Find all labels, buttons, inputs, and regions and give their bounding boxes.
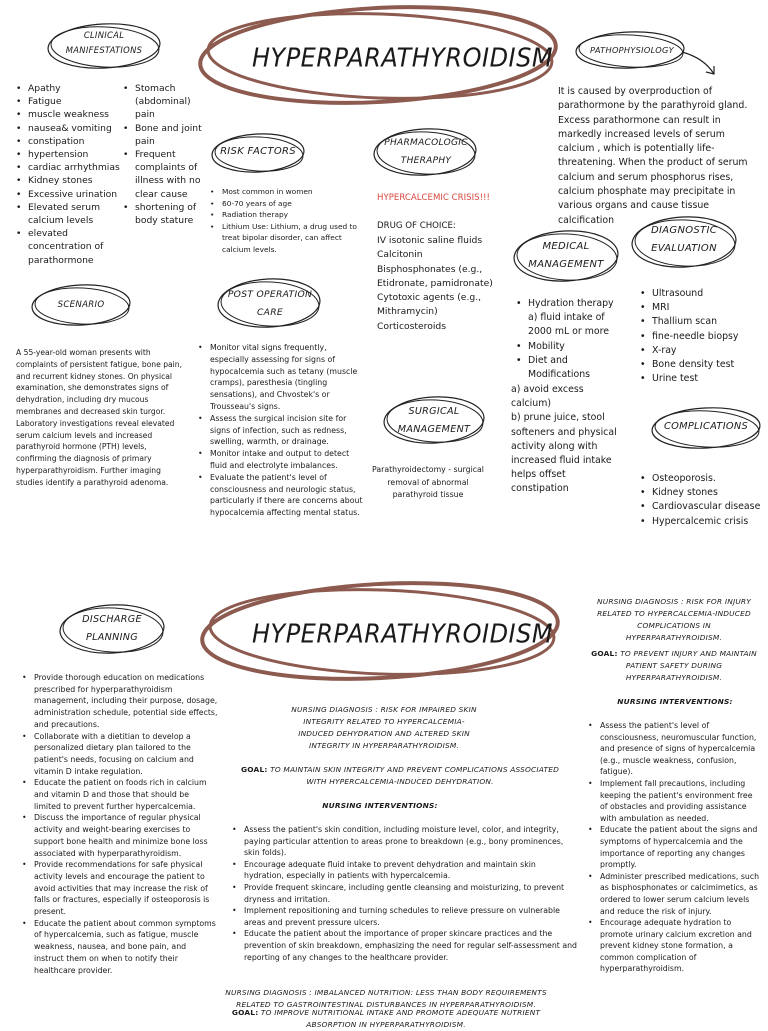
list-item: • Educate the patient on foods rich in calcium and vitamin D and those that should be limited to prevent further hypercalcemia. (22, 777, 218, 812)
drug-list (377, 234, 511, 334)
medical-management-heading: MEDICAL MANAGEMENT (528, 241, 604, 270)
nutrition-goal: GOAL: TO IMPROVE NUTRITIONAL INTAKE AND PROMOTE ADEQUATE NUTRIENT ABSORPTION IN HYPERPARATHYROIDISM. (231, 1008, 541, 1029)
list-item: • Educate the patient about the importance of proper skincare practices and the prevention of skin breakdown, emphasizing the need for regular self-assessment and reporting of any changes to the healthcare provider. (232, 928, 578, 963)
list-item: • Collaborate with a dietitian to develop a personalized dietary plan tailored to the patient's needs, focusing on calcium and vitamin D intake regulation. (22, 731, 218, 778)
complications-list (640, 472, 764, 529)
medical-management-extra (511, 383, 625, 497)
clinical-list-2 (123, 82, 211, 227)
list-item: • Evaluate the patient's level of consciousness and neurologic status, particularly if there are concerns about hypocalcemia affecting mental status. (198, 472, 364, 519)
list-item: • Cardiovascular disease (640, 500, 764, 514)
list-item: Cytotoxic agents (e.g., Mithramycin) (377, 292, 482, 318)
list-item: • Monitor intake and output to detect fluid and electrolyte imbalances. (198, 448, 364, 472)
list-item: • Encourage adequate hydration to promote urinary calcium excretion and prevent kidney stone formation, a common complication of hyperparathyroidism. (588, 917, 762, 975)
list-item: • Discuss the importance of regular physical activity and weight-bearing exercises to support bone health and minimize bone loss associated with hyperparathyroidism. (22, 812, 218, 859)
list-item: • Administer prescribed medications, such as bisphosphonates or calcimimetics, as ordered to lower serum calcium levels and reduce the risk of injury. (588, 871, 762, 917)
list-item: • elevated concentration of parathormone (16, 227, 128, 267)
list-item: • Radiation therapy (210, 209, 368, 221)
list-item: • Hypercalcemic crisis (640, 515, 764, 529)
list-item: • Mobility (516, 340, 624, 354)
list-item: • hypertension (16, 148, 128, 161)
list-item: • Thallium scan (640, 315, 760, 329)
drug-heading: DRUG OF CHOICE: (377, 221, 456, 231)
list-item: • Frequent complaints of illness with no clear cause (123, 148, 211, 201)
injury-diagnosis: NURSING DIAGNOSIS : RISK FOR INJURY RELATED TO HYPERCALCEMIA-INDUCED COMPLICATIONS IN HYPERPARATHYROIDISM. (596, 597, 751, 642)
complications-heading: COMPLICATIONS (663, 421, 749, 432)
post-op-heading: POST OPERATION CARE (227, 289, 313, 318)
list-item: • Implement repositioning and turning schedules to relieve pressure on vulnerable areas and prevent pressure ulcers. (232, 905, 578, 928)
list-item: • Fatigue (16, 95, 128, 108)
pharmacologic-heading: PHARMACOLOGIC THERAPHY (384, 138, 468, 166)
list-item: • Diet and Modifications (516, 354, 624, 382)
clinical-list-1 (16, 82, 128, 267)
list-item: • Bone density test (640, 358, 760, 372)
list-item: • Kidney stones (16, 174, 128, 187)
list-item: • fine-needle biopsy (640, 330, 760, 344)
diagnostic-list (640, 287, 760, 386)
list-item: • Monitor vital signs frequently, especially assessing for signs of hypocalcemia such as tetany (muscle cramps), paresthesia (tingling sensations), and Chvostek's or Trousseau's signs. (198, 342, 364, 413)
pathophysiology-heading: PATHOPHYSIOLOGY (590, 45, 674, 55)
list-item: • 60-70 years of age (210, 198, 368, 210)
list-item: • Apathy (16, 82, 128, 95)
surgical-text: Parathyroidectomy - surgical removal of abnormal parathyroid tissue (372, 465, 484, 499)
list-item: • Educate the patient about common symptoms of hypercalcemia, such as fatigue, muscle weakness, nausea, and bone pain, and instruct them on when to notify their healthcare provider. (22, 918, 218, 977)
list-item: • Urine test (640, 372, 760, 386)
skin-diagnosis: NURSING DIAGNOSIS : RISK FOR IMPAIRED SKIN INTEGRITY RELATED TO HYPERCALCEMIA-INDUCED DEHYDRATION AND ALTERED SKIN INTEGRITY IN HYPERPARATHYROIDISM. (291, 705, 477, 750)
list-item: • Provide thorough education on medications prescribed for hyperparathyroidism management, including their purpose, dosage, administration schedule, potential side effects, and precautions. (22, 672, 218, 731)
list-item: • nausea& vomiting (16, 122, 128, 135)
list-item: • Kidney stones (640, 486, 764, 500)
list-item: • Osteoporosis. (640, 472, 764, 486)
list-item: Bisphosphonates (e.g., Etidronate, pamidronate) (377, 263, 493, 289)
list-item: • Assess the surgical incision site for signs of infection, such as redness, swelling, warmth, or drainage. (198, 413, 364, 448)
list-item: • Stomach (abdominal) pain (123, 82, 211, 122)
page-title-2: HYPERPARATHYROIDISM (252, 618, 554, 650)
skin-interventions-list (232, 824, 578, 963)
discharge-heading: DISCHARGE PLANNING (82, 614, 142, 643)
list-item: • Encourage adequate fluid intake to prevent dehydration and maintain skin hydration, especially in patients with hypercalcemia. (232, 859, 578, 882)
list-item: • constipation (16, 135, 128, 148)
list-item: IV isotonic saline fluids (377, 235, 483, 246)
list-item: • Provide frequent skincare, including gentle cleansing and moisturizing, to prevent dryness and irritation. (232, 882, 578, 905)
list-item: • Excessive urination (16, 188, 128, 201)
list-item: • Assess the patient's level of consciousness, neuromuscular function, and presence of signs of hypercalcemia (e.g., muscle weakness, confusion, fatigue). (588, 720, 762, 778)
list-item: • Lithium Use: Lithium, a drug used to treat bipolar disorder, can affect calcium levels. (210, 221, 368, 256)
list-item: • Hydration therapy a) fluid intake of 2000 mL or more (516, 297, 624, 340)
injury-interventions-list (588, 720, 762, 975)
discharge-list (22, 672, 218, 976)
risk-factors-heading: RISK FACTORS (220, 146, 296, 157)
list-item: • Bone and joint pain (123, 122, 211, 148)
list-item: • Assess the patient's skin condition, including moisture level, color, and integrity, paying particular attention to areas prone to breakdown (e.g., bony prominences, skin folds). (232, 824, 578, 859)
list-item: • Implement fall precautions, including keeping the patient's environment free of obstacles and providing assistance with ambulation as needed. (588, 778, 762, 824)
list-item: • Provide recommendations for safe physical activity levels and encourage the patient to avoid activities that may increase the risk of falls or fractures, especially if osteoporosis is present. (22, 859, 218, 918)
skin-goal: GOAL: TO MAINTAIN SKIN INTEGRITY AND PREVENT COMPLICATIONS ASSOCIATED WITH HYPERCALCEMIA-INDUCED DEHYDRATION. (241, 765, 559, 786)
post-op-list (198, 342, 364, 519)
list-item: a) avoid excess calcium) (511, 384, 584, 410)
list-item: • X-ray (640, 344, 760, 358)
pathophysiology-text: It is caused by overproduction of parathormone by the parathyroid gland. Excess parathormone can result in markedly increased levels of serum calcium , which is potentially life-threatening. When the product of serum calcium and serum phosphorus rises, calcium phosphate may precipitate in various organs and cause tissue calcification (558, 86, 748, 226)
clinical-manifestations-heading: CLINICAL MANIFESTATIONS (65, 30, 143, 55)
list-item: • Elevated serum calcium levels (16, 201, 128, 227)
injury-goal: GOAL: TO PREVENT INJURY AND MAINTAIN PATIENT SAFETY DURING HYPERPARATHYROIDISM. (591, 649, 757, 682)
list-item: • shortening of body stature (123, 201, 211, 227)
diagnostic-heading: DIAGNOSTIC EVALUATION (651, 225, 717, 254)
list-item: • cardiac arrhythmias (16, 161, 128, 174)
list-item: • Most common in women (210, 186, 368, 198)
nutrition-diagnosis: NURSING DIAGNOSIS : IMBALANCED NUTRITION: LESS THAN BODY REQUIREMENTS RELATED TO GASTROINTESTINAL DISTURBANCES IN HYPERPARATHYROIDISM. (225, 988, 547, 1009)
surgical-heading: SURGICAL MANAGEMENT (397, 406, 471, 435)
injury-interventions-label: NURSING INTERVENTIONS: (617, 697, 733, 706)
list-item: b) prune juice, stool softeners and physical activity along with increased fluid intake helps offset constipation (511, 412, 617, 495)
list-item: • Educate the patient about the signs and symptoms of hypercalcemia and the importance of reporting any changes promptly. (588, 824, 762, 870)
list-item: • MRI (640, 301, 760, 315)
medical-management-list (516, 297, 624, 382)
risk-factors-list (210, 186, 368, 256)
list-item: • Ultrasound (640, 287, 760, 301)
scenario-text: A 55-year-old woman presents with complaints of persistent fatigue, bone pain, and recurrent kidney stones. On physical examination, she demonstrates signs of dehydration, including dry mucous membranes and decreased skin turgor. Laboratory investigations reveal elevated serum calcium levels and increased parathyroid hormone (PTH) levels, confirming the diagnosis of primary hyperparathyroidism. Further imaging studies identify a parathyroid adenoma. (16, 348, 183, 487)
skin-interventions-label: NURSING INTERVENTIONS: (322, 801, 438, 810)
list-item: Calcitonin (377, 249, 423, 261)
list-item: Corticosteroids (377, 320, 447, 332)
page-title: HYPERPARATHYROIDISM (252, 42, 554, 74)
list-item: • muscle weakness (16, 108, 128, 121)
crisis-label: HYPERCALCEMIC CRISIS!!! (377, 193, 490, 203)
scenario-heading: SCENARIO (57, 300, 105, 310)
